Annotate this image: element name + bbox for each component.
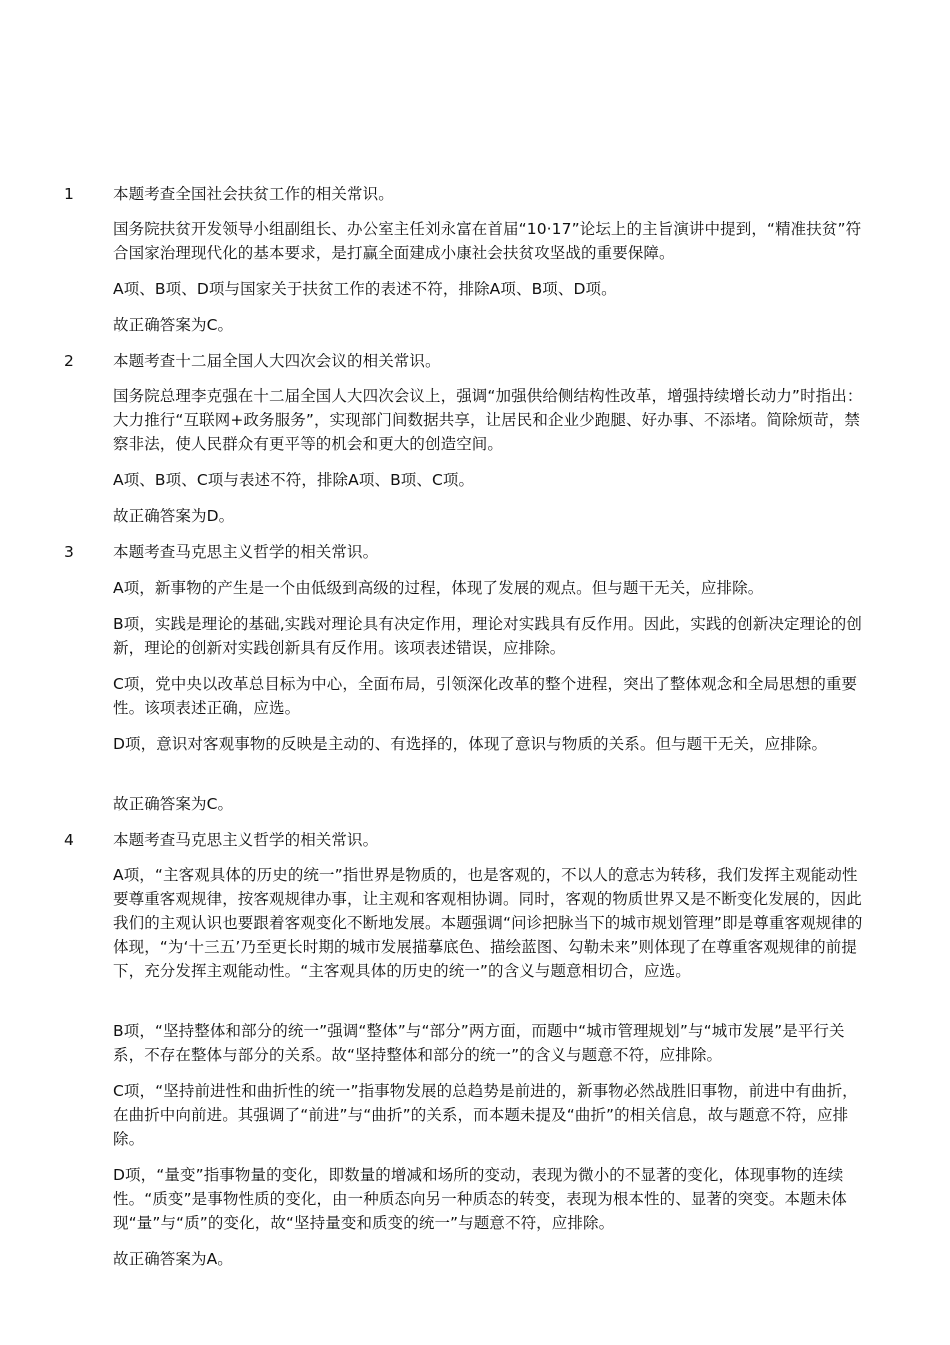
explanation-paragraph: 国务院总理李克强在十二届全国人大四次会议上，强调“加强供给侧结构性改革，增强持续增长动力”时指出：大力推行“互联网+政务服务”，实现部门间数据共享，让居民和企业少跑腿、好办事、不添堵。简除烦苛，禁察非法，使人民群众有更平等的机会和更大的创造空间。 bbox=[113, 387, 863, 453]
option-c-analysis: C项，党中央以改革总目标为中心，全面布局，引领深化改革的整个进程，突出了整体观念和全局思想的重要性。该项表述正确，应选。 bbox=[113, 675, 858, 717]
option-d-analysis: D项，意识对客观事物的反映是主动的、有选择的，体现了意识与物质的关系。但与题干无关，应排除。 bbox=[113, 735, 828, 753]
item-topic: 本题考查马克思主义哲学的相关常识。 bbox=[113, 831, 379, 849]
correct-answer: 故正确答案为C。 bbox=[113, 795, 234, 813]
option-b-analysis: B项，实践是理论的基础,实践对理论具有决定作用，理论对实践具有反作用。因此，实践的创新决定理论的创新，理论的创新对实践创新具有反作用。该项表述错误，应排除。 bbox=[113, 615, 862, 657]
item-topic: 本题考查全国社会扶贫工作的相关常识。 bbox=[113, 185, 394, 203]
option-analysis: A项、B项、C项与表述不符，排除A项、B项、C项。 bbox=[113, 471, 475, 489]
item-number: 3 bbox=[64, 543, 74, 561]
correct-answer: 故正确答案为A。 bbox=[113, 1250, 233, 1268]
option-analysis: A项、B项、D项与国家关于扶贫工作的表述不符，排除A项、B项、D项。 bbox=[113, 280, 617, 298]
option-a-analysis: A项，“主客观具体的历史的统一”指世界是物质的，也是客观的，不以人的意志为转移，我们发挥主观能动性要尊重客观规律，按客观规律办事，让主观和客观相协调。同时，客观的物质世界又是不断变化发展的，因此我们的主观认识也要跟着客观变化不断地发展。本题强调“问诊把脉当下的城市规划管理”即是尊重客观规律的体现，“为‘十三五’乃至更长时期的城市发展描摹底色、描绘蓝图、勾勒未来”则体现了在尊重客观规律的前提下，充分发挥主观能动性。“主客观具体的历史的统一”的含义与题意相切合，应选。 bbox=[113, 866, 863, 980]
option-b-analysis: B项，“坚持整体和部分的统一”强调“整体”与“部分”两方面，而题中“城市管理规划”与“城市发展”是平行关系，不存在整体与部分的关系。故“坚持整体和部分的统一”的含义与题意不符，应排除。 bbox=[113, 1022, 845, 1064]
option-a-analysis: A项，新事物的产生是一个由低级到高级的过程，体现了发展的观点。但与题干无关，应排除。 bbox=[113, 579, 764, 597]
correct-answer: 故正确答案为D。 bbox=[113, 507, 235, 525]
option-c-analysis: C项，“坚持前进性和曲折性的统一”指事物发展的总趋势是前进的，新事物必然战胜旧事物，前进中有曲折，在曲折中向前进。其强调了“前进”与“曲折”的关系，而本题未提及“曲折”的相关信息，故与题意不符，应排除。 bbox=[113, 1082, 858, 1148]
correct-answer: 故正确答案为C。 bbox=[113, 316, 234, 334]
item-number: 4 bbox=[64, 831, 74, 849]
item-number: 2 bbox=[64, 352, 74, 370]
item-number: 1 bbox=[64, 185, 74, 203]
option-d-analysis: D项，“量变”指事物量的变化，即数量的增减和场所的变动，表现为微小的不显著的变化，体现事物的连续性。“质变”是事物性质的变化，由一种质态向另一种质态的转变，表现为根本性的、显著的突变。本题未体现“量”与“质”的变化，故“坚持量变和质变的统一”与题意不符，应排除。 bbox=[113, 1166, 847, 1232]
item-topic: 本题考查马克思主义哲学的相关常识。 bbox=[113, 543, 379, 561]
item-topic: 本题考查十二届全国人大四次会议的相关常识。 bbox=[113, 352, 441, 370]
explanation-paragraph: 国务院扶贫开发领导小组副组长、办公室主任刘永富在首届“10·17”论坛上的主旨演讲中提到，“精准扶贫”符合国家治理现代化的基本要求，是打赢全面建成小康社会扶贫攻坚战的重要保障。 bbox=[113, 220, 862, 262]
